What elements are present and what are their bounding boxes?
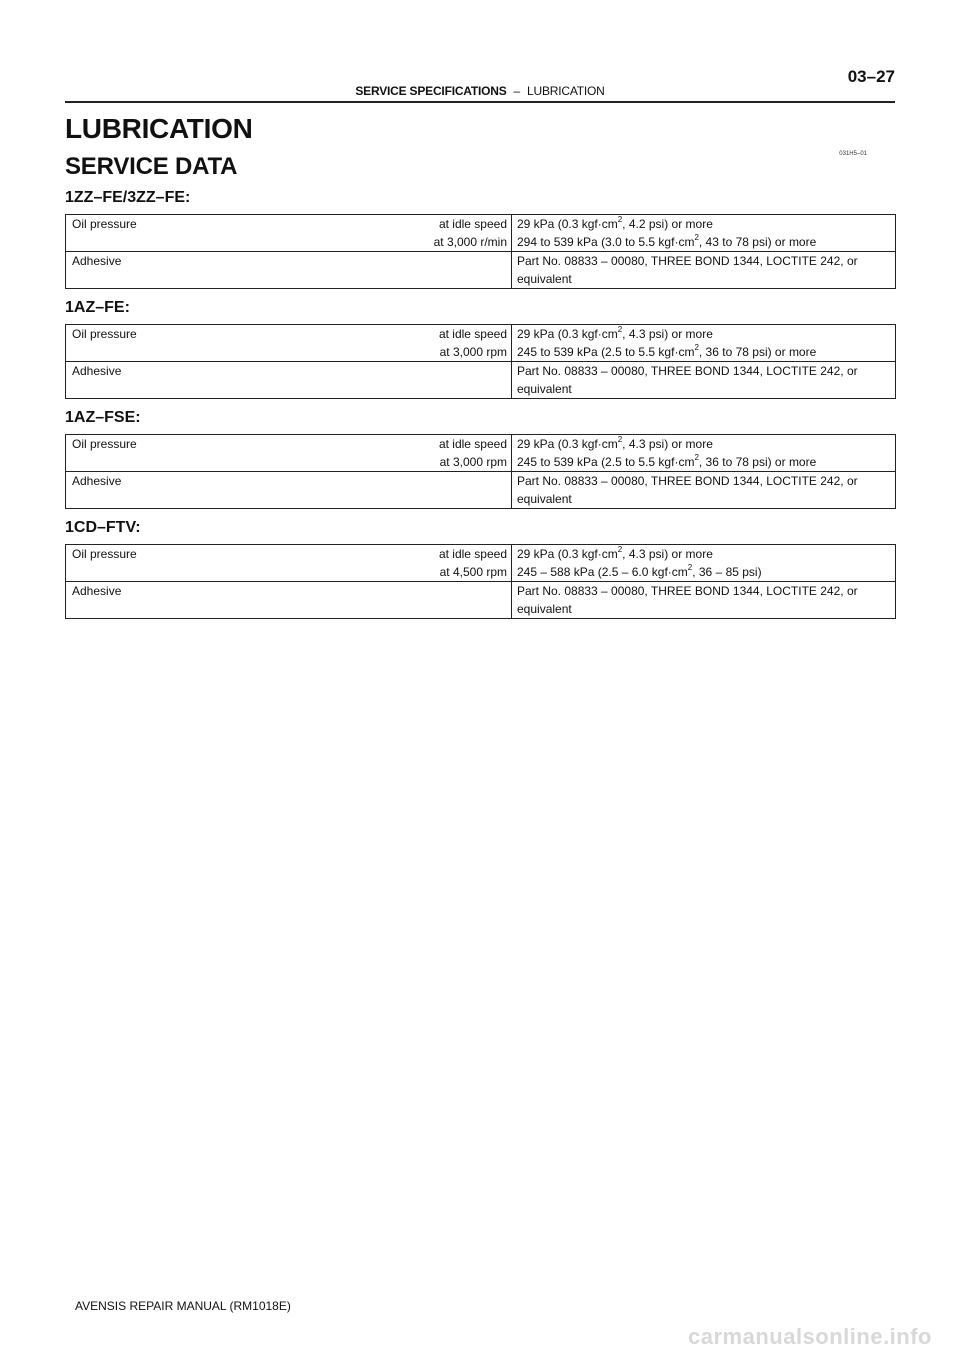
header-subsection: LUBRICATION <box>527 84 605 98</box>
adhesive-value: Part No. 08833 – 00080, THREE BOND 1344, LOCTITE 242, or equivalent <box>512 582 896 619</box>
page-footer: AVENSIS REPAIR MANUAL (RM1018E) <box>75 1299 291 1313</box>
condition-high: at 3,000 rpm <box>439 345 507 359</box>
figure-id: 031H5–01 <box>839 151 867 157</box>
adhesive-value: Part No. 08833 – 00080, THREE BOND 1344, LOCTITE 242, or equivalent <box>512 472 896 509</box>
condition-high: at 3,000 rpm <box>439 455 507 469</box>
condition-idle: at idle speed <box>438 547 507 561</box>
page-subtitle: SERVICE DATA <box>65 153 238 180</box>
oil-pressure-values <box>512 215 896 252</box>
spec-table-1cd-ftv <box>65 544 896 619</box>
value-text: 245 to 539 kPa (2.5 to 5.5 kgf·cm <box>517 345 695 359</box>
value-text: , 36 – 85 psi) <box>692 565 762 579</box>
value-text: 294 to 539 kPa (3.0 to 5.5 kgf·cm <box>517 235 695 249</box>
spec-table-1az-fse <box>65 434 896 509</box>
value-text: , 43 to 78 psi) or more <box>698 235 817 249</box>
condition-cell <box>439 435 507 471</box>
value-text: 29 kPa (0.3 kgf·cm <box>517 547 618 561</box>
superscript: 2 <box>617 215 623 224</box>
value-text: 245 to 539 kPa (2.5 to 5.5 kgf·cm <box>517 455 695 469</box>
value-text: , 36 to 78 psi) or more <box>698 345 817 359</box>
superscript: 2 <box>694 343 699 352</box>
oil-pressure-label: Oil pressure <box>72 217 137 231</box>
table-row <box>66 252 896 289</box>
header-separator: – <box>513 84 521 98</box>
oil-pressure-values <box>512 325 896 362</box>
spec-table-1zz <box>65 214 896 289</box>
value-idle <box>517 325 891 343</box>
spec-table-1az-fe <box>65 324 896 399</box>
engine-title-1az-fe: 1AZ–FE: <box>65 299 130 316</box>
value-high <box>517 233 891 251</box>
table-row <box>66 215 896 252</box>
value-text: , 4.3 psi) or more <box>622 327 713 341</box>
oil-pressure-label: Oil pressure <box>72 327 137 341</box>
oil-pressure-label: Oil pressure <box>72 437 137 451</box>
table-row <box>66 582 896 619</box>
superscript: 2 <box>694 233 699 242</box>
condition-cell <box>439 545 507 581</box>
adhesive-label: Adhesive <box>66 252 512 289</box>
adhesive-value: Part No. 08833 – 00080, THREE BOND 1344, LOCTITE 242, or equivalent <box>512 362 896 399</box>
adhesive-value: Part No. 08833 – 00080, THREE BOND 1344, LOCTITE 242, or equivalent <box>512 252 896 289</box>
value-high <box>517 563 891 581</box>
superscript: 2 <box>617 435 623 444</box>
condition-idle: at idle speed <box>438 327 507 341</box>
page-number: 03–27 <box>847 67 895 86</box>
header-section: SERVICE SPECIFICATIONS <box>355 84 507 98</box>
table-row <box>66 362 896 399</box>
value-high <box>517 343 891 361</box>
value-text: , 4.3 psi) or more <box>622 547 713 561</box>
table-row <box>66 435 896 472</box>
value-idle <box>517 545 891 563</box>
oil-pressure-values <box>512 435 896 472</box>
table-row <box>66 545 896 582</box>
oil-pressure-cell <box>66 215 512 252</box>
condition-cell <box>434 215 507 251</box>
adhesive-label: Adhesive <box>66 362 512 399</box>
engine-title-1cd-ftv: 1CD–FTV: <box>65 519 141 536</box>
adhesive-label: Adhesive <box>66 472 512 509</box>
oil-pressure-cell <box>66 325 512 362</box>
condition-high: at 3,000 r/min <box>433 235 507 249</box>
oil-pressure-cell <box>66 545 512 582</box>
value-text: , 36 to 78 psi) or more <box>698 455 817 469</box>
condition-idle: at idle speed <box>438 217 507 231</box>
value-text: , 4.2 psi) or more <box>622 217 713 231</box>
condition-cell <box>439 325 507 361</box>
watermark: carmanualsonline.info <box>688 1324 932 1349</box>
engine-title-1zz: 1ZZ–FE/3ZZ–FE: <box>65 189 191 206</box>
superscript: 2 <box>694 453 699 462</box>
value-high <box>517 453 891 471</box>
value-idle <box>517 435 891 453</box>
value-text: 29 kPa (0.3 kgf·cm <box>517 437 618 451</box>
superscript: 2 <box>617 545 623 554</box>
condition-high: at 4,500 rpm <box>439 565 507 579</box>
table-row <box>66 472 896 509</box>
oil-pressure-values <box>512 545 896 582</box>
superscript: 2 <box>687 563 693 572</box>
page-title: LUBRICATION <box>65 113 253 144</box>
value-text: 29 kPa (0.3 kgf·cm <box>517 327 618 341</box>
oil-pressure-label: Oil pressure <box>72 547 137 561</box>
oil-pressure-cell <box>66 435 512 472</box>
engine-title-1az-fse: 1AZ–FSE: <box>65 409 141 426</box>
value-text: 245 – 588 kPa (2.5 – 6.0 kgf·cm <box>517 565 688 579</box>
table-row <box>66 325 896 362</box>
condition-idle: at idle speed <box>438 437 507 451</box>
value-idle <box>517 215 891 233</box>
superscript: 2 <box>617 325 623 334</box>
header-breadcrumb <box>65 84 895 98</box>
adhesive-label: Adhesive <box>66 582 512 619</box>
value-text: 29 kPa (0.3 kgf·cm <box>517 217 618 231</box>
value-text: , 4.3 psi) or more <box>622 437 713 451</box>
page-header <box>65 67 895 103</box>
